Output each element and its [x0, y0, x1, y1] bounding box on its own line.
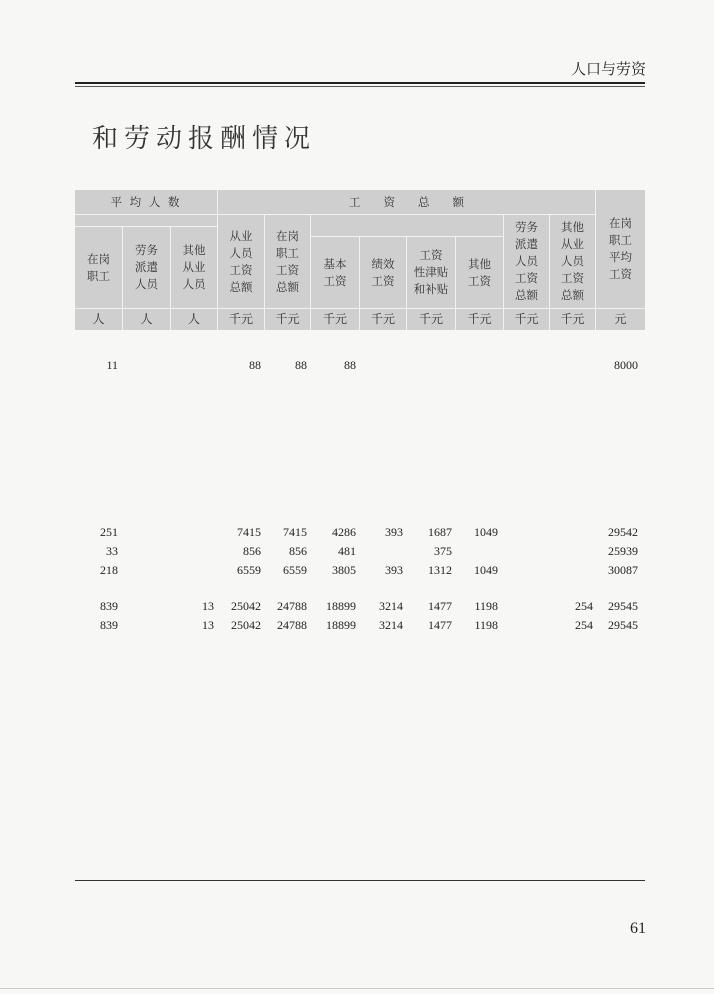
- cell-other-wage: 1049: [474, 525, 498, 539]
- table-row: [0, 358, 714, 378]
- cell-allowance: 375: [434, 544, 452, 558]
- cell-allowance: 1477: [428, 599, 452, 613]
- table-header: [75, 190, 645, 330]
- table-row: [0, 563, 714, 583]
- cell-onpost: 218: [100, 563, 118, 577]
- cell-all-wage-total: 856: [243, 544, 261, 558]
- col-header-allowance: 工资 性津贴 和补贴: [413, 248, 449, 296]
- cell-all-wage-total: 7415: [237, 525, 261, 539]
- cell-onpost: 839: [100, 618, 118, 632]
- cell-basic-wage: 18899: [326, 599, 356, 613]
- cell-allowance: 1687: [428, 525, 452, 539]
- unit-cell: 千元: [514, 312, 539, 326]
- cell-onpost-wage-total: 88: [295, 358, 307, 372]
- col-header-other: 其他 从业 人员: [182, 243, 206, 291]
- cell-all-wage-total: 6559: [237, 563, 261, 577]
- cell-onpost-wage-total: 7415: [283, 525, 307, 539]
- cell-avg-wage: 29545: [608, 618, 638, 632]
- col-header-onpost: 在岗 职工: [87, 251, 110, 283]
- unit-cell: 千元: [418, 312, 443, 326]
- cell-onpost: 33: [106, 544, 118, 558]
- unit-cell: 人: [187, 312, 200, 326]
- col-header-onpost-wage-total: 在岗 职工 工资 总额: [276, 228, 299, 294]
- cell-all-wage-total: 88: [249, 358, 261, 372]
- cell-perf-wage: 393: [385, 525, 403, 539]
- unit-cell: 千元: [560, 312, 585, 326]
- cell-onpost: 839: [100, 599, 118, 613]
- cell-avg-wage: 29545: [608, 599, 638, 613]
- cell-allowance: 1312: [428, 563, 452, 577]
- cell-other-wage-total: 254: [575, 618, 593, 632]
- cell-onpost: 251: [100, 525, 118, 539]
- cell-other-wage: 1198: [474, 618, 498, 632]
- cell-other-wage-total: 254: [575, 599, 593, 613]
- unit-cell: 千元: [275, 312, 300, 326]
- header-rule: [75, 82, 645, 84]
- col-header-dispatched-wage-total: 劳务 派遣 人员 工资 总额: [515, 220, 538, 302]
- cell-other: 13: [202, 599, 214, 613]
- table-row: [0, 544, 714, 564]
- cell-perf-wage: 3214: [379, 599, 403, 613]
- cell-basic-wage: 88: [344, 358, 356, 372]
- col-header-other-wage: 其他 工资: [468, 256, 491, 288]
- page-number: 61: [630, 920, 646, 937]
- col-header-other-wage-total: 其他 从业 人员 工资 总额: [561, 220, 584, 302]
- cell-avg-wage: 30087: [608, 563, 638, 577]
- divider: [75, 214, 217, 215]
- cell-perf-wage: 393: [385, 563, 403, 577]
- group-header-total-wages: 工 资 总 额: [349, 194, 464, 209]
- cell-all-wage-total: 25042: [231, 599, 261, 613]
- cell-avg-wage: 25939: [608, 544, 638, 558]
- cell-onpost-wage-total: 6559: [283, 563, 307, 577]
- cell-onpost-wage-total: 24788: [277, 618, 307, 632]
- unit-cell: 千元: [370, 312, 395, 326]
- cell-perf-wage: 3214: [379, 618, 403, 632]
- cell-allowance: 1477: [428, 618, 452, 632]
- col-header-basic-wage: 基本 工资: [323, 256, 347, 288]
- cell-basic-wage: 4286: [332, 525, 356, 539]
- cell-other: 13: [202, 618, 214, 632]
- col-header-perf-wage: 绩效 工资: [371, 256, 395, 288]
- cell-avg-wage: 8000: [614, 358, 638, 372]
- unit-cell: 人: [92, 312, 105, 326]
- cell-onpost-wage-total: 24788: [277, 599, 307, 613]
- col-header-avg-wage: 在岗 职工 平均 工资: [609, 216, 632, 281]
- cell-basic-wage: 18899: [326, 618, 356, 632]
- cell-basic-wage: 3805: [332, 563, 356, 577]
- scan-edge: [0, 988, 714, 989]
- header-rule-thin: [75, 86, 645, 87]
- col-header-dispatched: 劳务 派遣 人员: [135, 243, 158, 291]
- page-title: 和劳动报酬情况: [92, 124, 317, 154]
- unit-cell: 千元: [467, 312, 492, 326]
- footer-rule: [75, 880, 645, 881]
- table-row: [0, 618, 714, 638]
- cell-onpost-wage-total: 856: [289, 544, 307, 558]
- section-label: 人口与劳资: [570, 60, 646, 78]
- table-row: [0, 599, 714, 619]
- unit-cell: 人: [140, 312, 153, 326]
- unit-cell: 元: [614, 312, 627, 326]
- table-row: [0, 525, 714, 545]
- cell-onpost: 11: [106, 358, 118, 372]
- group-header-avg-persons: 平 均 人 数: [110, 194, 182, 209]
- cell-all-wage-total: 25042: [231, 618, 261, 632]
- unit-cell: 千元: [228, 312, 253, 326]
- unit-cell: 千元: [322, 312, 347, 326]
- col-header-all-wage-total: 从业 人员 工资 总额: [229, 228, 253, 294]
- cell-basic-wage: 481: [338, 544, 356, 558]
- cell-other-wage: 1198: [474, 599, 498, 613]
- cell-other-wage: 1049: [474, 563, 498, 577]
- cell-avg-wage: 29542: [608, 525, 638, 539]
